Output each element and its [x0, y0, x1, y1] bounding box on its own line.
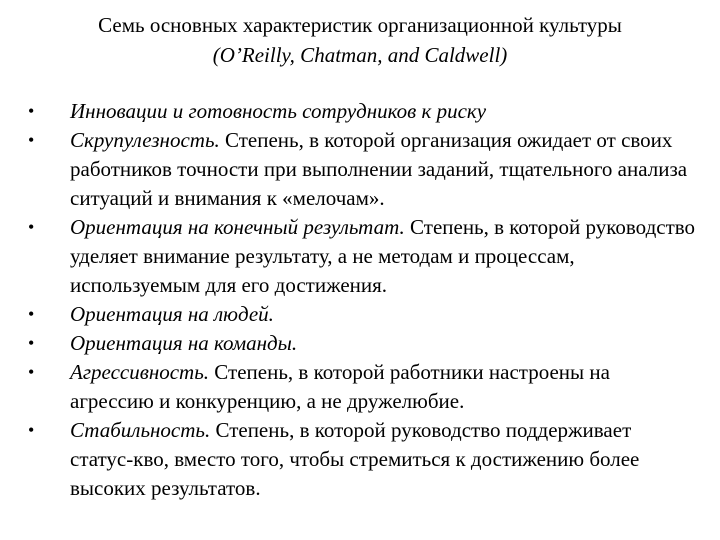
- item-term: Агрессивность.: [70, 360, 210, 384]
- list-item: [28, 416, 698, 503]
- list-item: [28, 97, 698, 126]
- item-term: Стабильность.: [70, 418, 211, 442]
- item-text: Степень, в которой руководство поддерживает статус-кво, вместо того, чтобы стремиться к достижению более высоких результатов.: [70, 418, 640, 500]
- slide-title: [20, 10, 700, 70]
- bullet-icon: •: [28, 420, 35, 440]
- bullet-icon: •: [28, 101, 35, 121]
- item-term: Ориентация на людей.: [70, 302, 274, 326]
- list-item: [28, 358, 698, 416]
- item-term: Инновации и готовность сотрудников к риску: [70, 99, 487, 123]
- list-item: [28, 300, 698, 329]
- title-main: Семь основных характеристик организационной культуры: [98, 13, 622, 37]
- list-item: [28, 213, 698, 300]
- item-text: Степень, в которой организация ожидает от своих работников точности при выполнении заданий, тщательного анализа ситуаций и внимания к «мелочам».: [70, 128, 688, 210]
- item-text: Степень, в которой работники настроены на агрессию и конкуренцию, а не дружелюбие.: [70, 360, 610, 413]
- bullet-icon: •: [28, 362, 35, 382]
- title-authors: (O’Reilly, Chatman, and Caldwell): [212, 43, 508, 67]
- list-item: [28, 126, 698, 213]
- bullet-icon: •: [28, 130, 35, 150]
- item-term: Ориентация на конечный результат.: [70, 215, 405, 239]
- item-term: Ориентация на команды.: [70, 331, 298, 355]
- bullet-icon: •: [28, 333, 35, 353]
- characteristics-list: [28, 97, 698, 503]
- bullet-icon: •: [28, 217, 35, 237]
- item-term: Скрупулезность.: [70, 128, 220, 152]
- item-text: Степень, в которой руководство уделяет внимание результату, а не методам и процессам, используемым для его достижения.: [70, 215, 696, 297]
- list-item: [28, 329, 698, 358]
- bullet-icon: •: [28, 304, 35, 324]
